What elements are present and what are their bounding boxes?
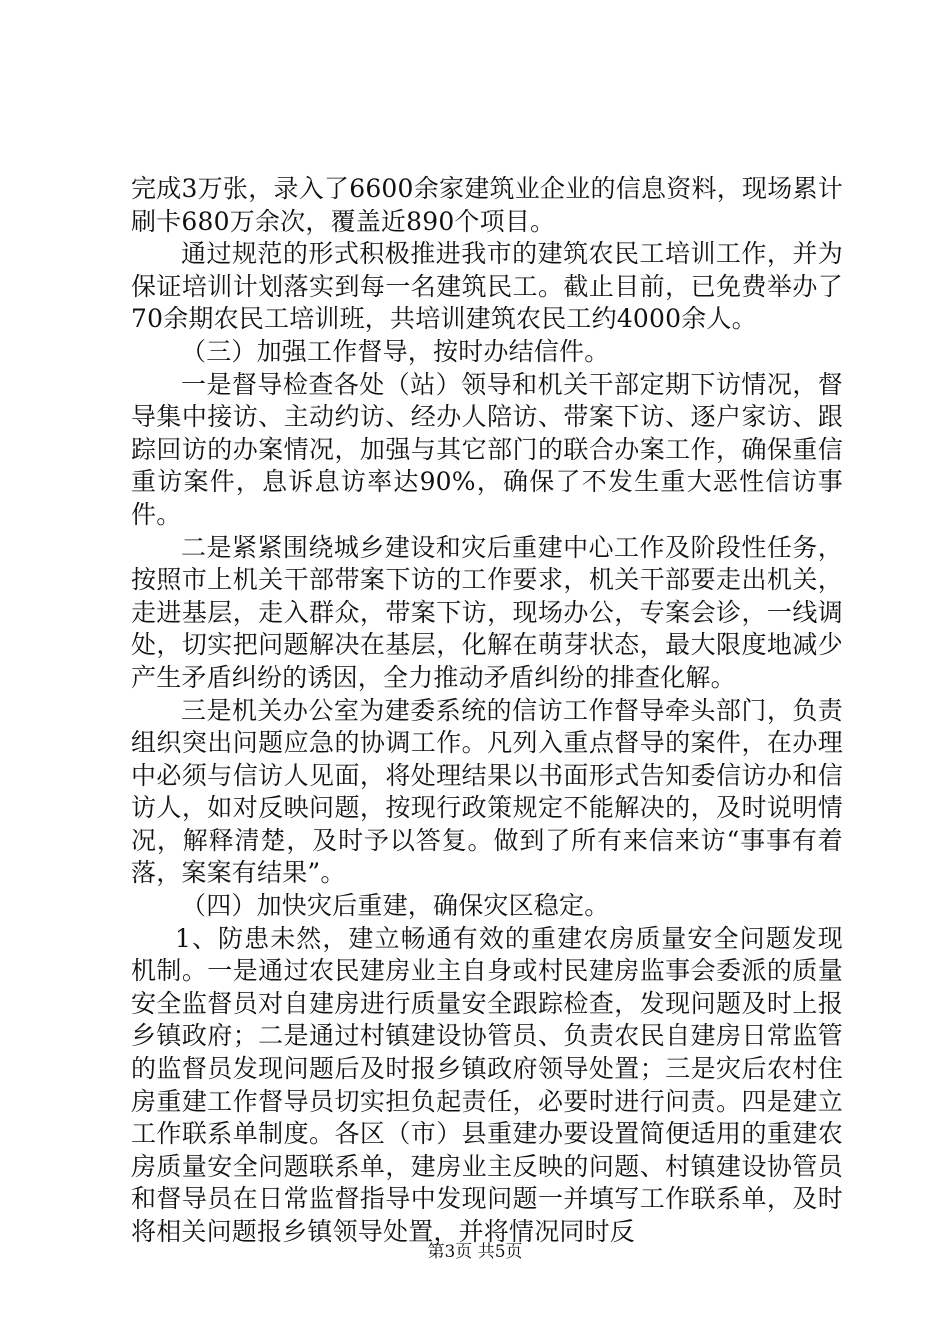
- section-heading-4: （四）加快灾后重建，确保灾区稳定。: [181, 891, 610, 921]
- section-heading-3: （三）加强工作督导，按时办结信件。: [181, 336, 610, 366]
- paragraph-2: 通过规范的形式积极推进我市的建筑农民工培训工作，并为保证培训计划落实到每一名建筑民工。截止目前，已免费举办了70余期农民工培训班，共培训建筑农民工约4000余人。: [131, 239, 843, 334]
- page-number-footer: 第3页 共5页: [427, 1242, 523, 1262]
- paragraph-4: 一是督导检查各处（站）领导和机关干部定期下访情况，督导集中接访、主动约访、经办人陪访、带案下访、逐户家访、跟踪回访的办案情况，加强与其它部门的联合办案工作，确保重信重访案件，息诉息访率达90%，确保了不发生重大恶性信访事件。: [131, 369, 843, 529]
- paragraph-6: 三是机关办公室为建委系统的信访工作督导牵头部门，负责组织突出问题应急的协调工作。凡列入重点督导的案件，在办理中必须与信访人见面，将处理结果以书面形式告知委信访办和信访人，如对反映问题，按现行政策规定不能解决的，及时说明情况，解释清楚，及时予以答复。做到了所有来信来访“事事有着落，案案有结果”。: [131, 695, 843, 888]
- paragraph-5: 二是紧紧围绕城乡建设和灾后重建中心工作及阶段性任务，按照市上机关干部带案下访的工作要求，机关干部要走出机关，走进基层，走入群众，带案下访，现场办公，专案会诊，一线调处，切实把问题解决在基层，化解在萌芽状态，最大限度地减少产生矛盾纠纷的诱因，全力推动矛盾纠纷的排查化解。: [131, 532, 843, 692]
- paragraph-1: 完成3万张，录入了6600余家建筑业企业的信息资料，现场累计刷卡680万余次，覆盖近890个项目。: [131, 174, 843, 236]
- document-body: [131, 173, 843, 1249]
- paragraph-8: 1、防患未然，建立畅通有效的重建农房质量安全问题发现机制。一是通过农民建房业主自身或村民建房监事会委派的质量安全监督员对自建房进行质量安全跟踪检查，发现问题及时上报乡镇政府；二是通过村镇建设协管员、负责农民自建房日常监管的监督员发现问题后及时报乡镇政府领导处置；三是灾后农村住房重建工作督导员切实担负起责任，必要时进行问责。四是建立工作联系单制度。各区（市）县重建办要设置简便适用的重建农房质量安全问题联系单，建房业主反映的问题、村镇建设协管员和督导员在日常监督指导中发现问题一并填写工作联系单，及时将相关问题报乡镇领导处置，并将情况同时反: [131, 923, 843, 1246]
